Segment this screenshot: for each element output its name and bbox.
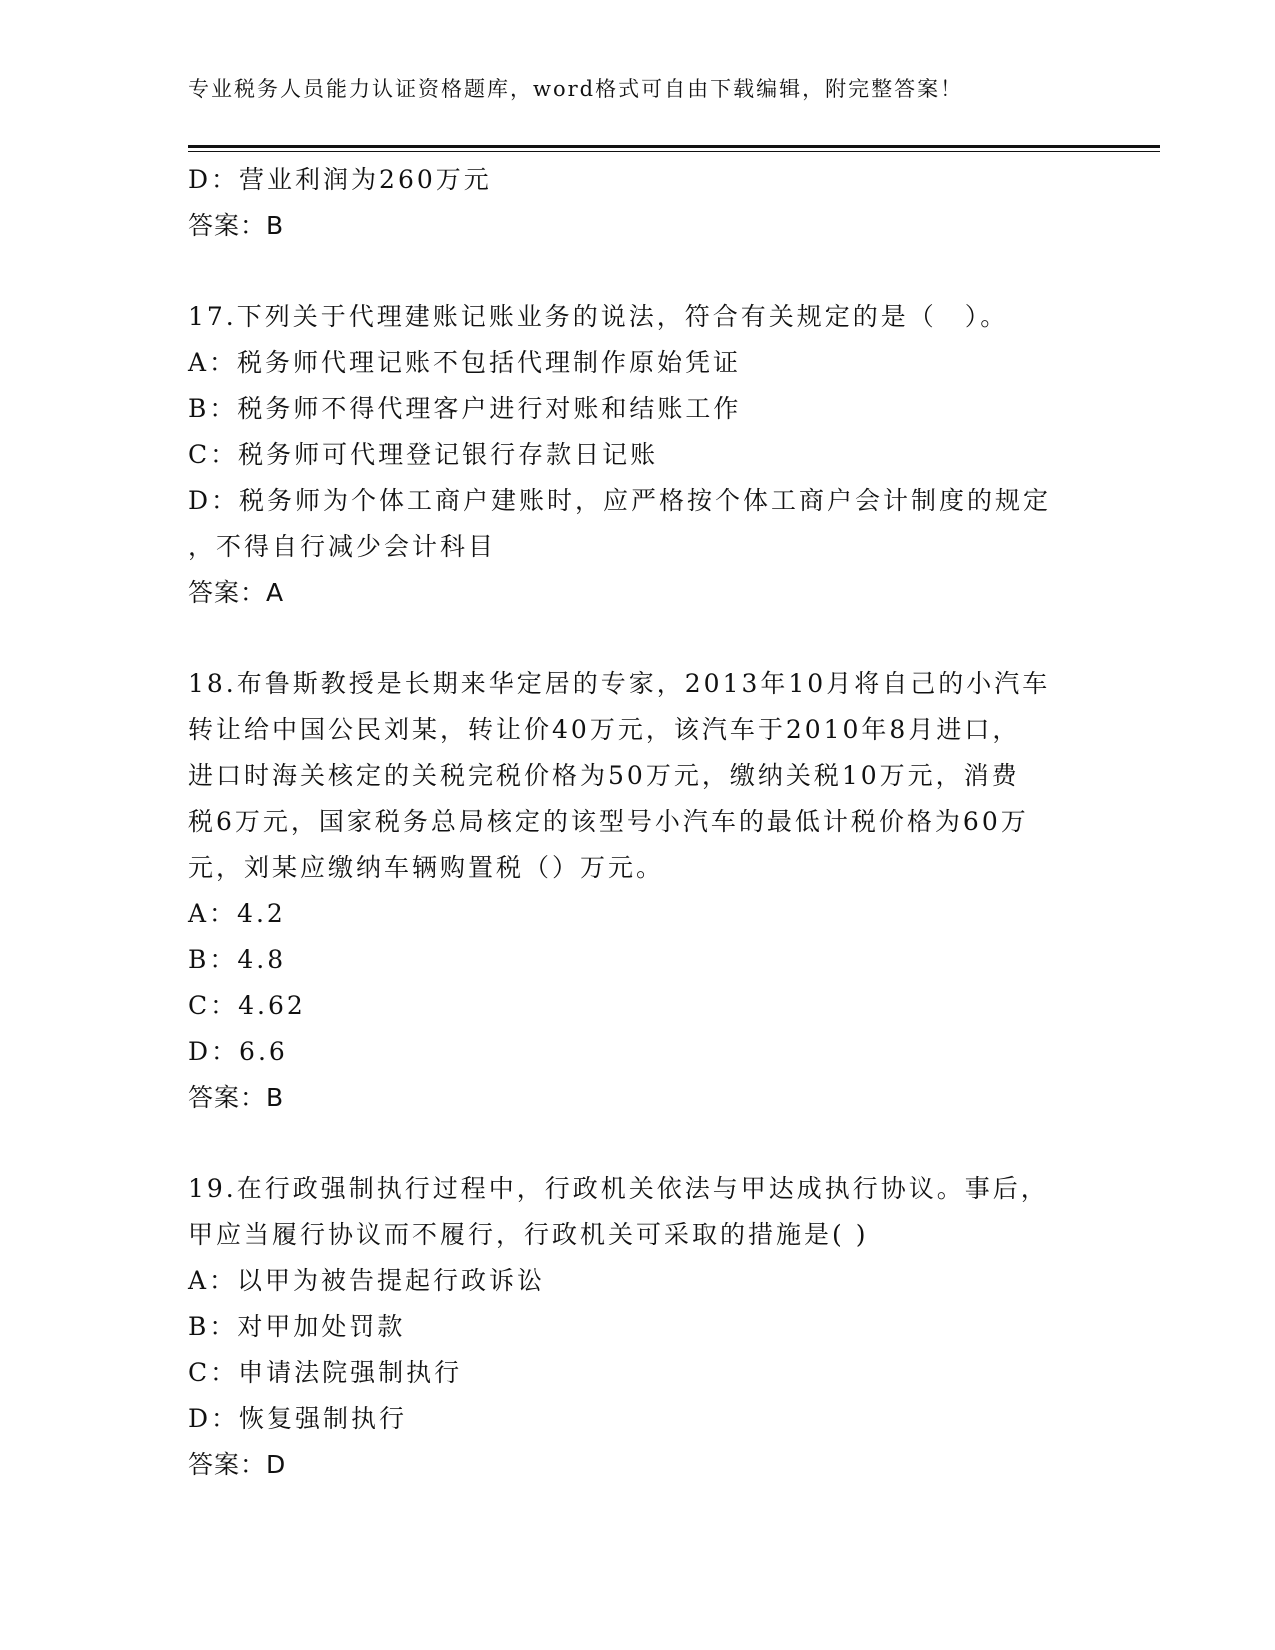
q18-stem-line-5: 元，刘某应缴纳车辆购置税（）万元。 xyxy=(188,853,665,882)
q19-answer: 答案：D xyxy=(188,1450,287,1479)
q19-stem-line-1: 19.在行政强制执行过程中，行政机关依法与甲达成执行协议。事后， xyxy=(188,1174,1049,1203)
q17-option-a: A：税务师代理记账不包括代理制作原始凭证 xyxy=(188,348,742,377)
question-18 xyxy=(188,661,1088,1121)
spacer xyxy=(188,616,1088,661)
q17-option-c: C：税务师可代理登记银行存款日记账 xyxy=(188,440,659,469)
page-header: 专业税务人员能力认证资格题库，word格式可自由下载编辑，附完整答案！ xyxy=(188,77,964,101)
prev-answer: 答案：B xyxy=(188,211,285,240)
q17-stem: 17.下列关于代理建账记账业务的说法，符合有关规定的是（ ）。 xyxy=(188,302,1009,331)
spacer xyxy=(188,1121,1088,1166)
q19-stem-line-2: 甲应当履行协议而不履行，行政机关可采取的措施是( ) xyxy=(188,1220,869,1249)
q17-answer: 答案：A xyxy=(188,578,285,607)
question-content xyxy=(188,157,1088,1488)
q18-stem-line-1: 18.布鲁斯教授是长期来华定居的专家，2013年10月将自己的小汽车 xyxy=(188,669,1051,698)
q18-option-a: A：4.2 xyxy=(188,899,286,928)
q18-stem-line-2: 转让给中国公民刘某，转让价40万元，该汽车于2010年8月进口， xyxy=(188,715,1021,744)
prev-option-d: D：营业利润为260万元 xyxy=(188,165,492,194)
spacer xyxy=(188,249,1088,294)
header-rule-thin xyxy=(188,151,1160,152)
q18-stem-line-3: 进口时海关核定的关税完税价格为50万元，缴纳关税10万元，消费 xyxy=(188,761,1020,790)
q18-answer: 答案：B xyxy=(188,1083,285,1112)
question-17 xyxy=(188,294,1088,616)
q18-option-c: C：4.62 xyxy=(188,991,306,1020)
q17-option-d-line-1: D：税务师为个体工商户建账时，应严格按个体工商户会计制度的规定 xyxy=(188,486,1052,515)
q18-option-d: D：6.6 xyxy=(188,1037,288,1066)
q17-option-d-line-2: ，不得自行减少会计科目 xyxy=(188,532,497,561)
q19-option-a: A：以甲为被告提起行政诉讼 xyxy=(188,1266,546,1295)
q19-option-c: C：申请法院强制执行 xyxy=(188,1358,463,1387)
q18-option-b: B：4.8 xyxy=(188,945,287,974)
q19-option-d: D：恢复强制执行 xyxy=(188,1404,408,1433)
q17-option-b: B：税务师不得代理客户进行对账和结账工作 xyxy=(188,394,742,423)
q19-option-b: B：对甲加处罚款 xyxy=(188,1312,406,1341)
q18-stem-line-4: 税6万元，国家税务总局核定的该型号小汽车的最低计税价格为60万 xyxy=(188,807,1029,836)
header-rule-thick xyxy=(188,145,1160,148)
question-19 xyxy=(188,1166,1088,1488)
